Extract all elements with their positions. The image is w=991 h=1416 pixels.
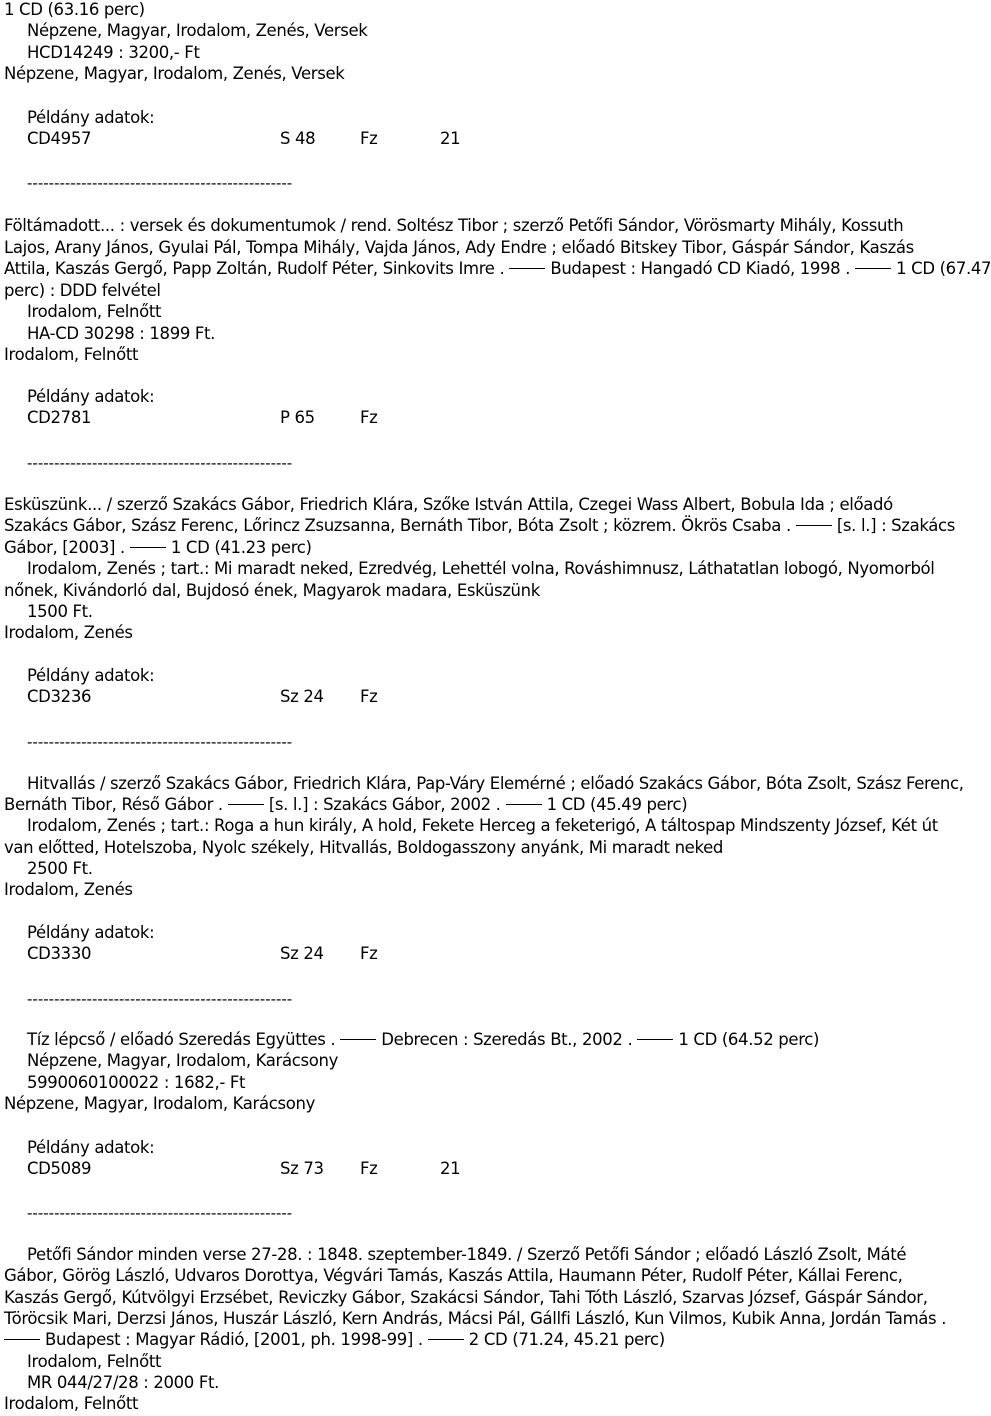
copy-location: P 65 [280, 408, 315, 427]
record-price: 5990060100022 : 1682,- Ft [27, 1073, 246, 1092]
record-subject: Népzene, Magyar, Irodalom, Zenés, Versek [27, 21, 368, 40]
description-text: Attila, Kaszás Gergő, Papp Zoltán, Rudolf Péter, Sinkovits Imre . [4, 259, 505, 278]
record-description-line: Hitvallás / szerző Szakács Gábor, Friedrich Klára, Pap-Váry Elemérné ; előadó Szakács Gábor, Bóta Zsolt, Szász Ferenc, [27, 774, 964, 793]
record-subject-repeat: Irodalom, Zenés [4, 880, 133, 899]
record-description-line [4, 537, 312, 559]
publication: Budapest : Hangadó CD Kiadó, 1998 . [550, 259, 851, 278]
record-separator: ------------------------------------------------- [27, 174, 293, 192]
record-description-line [4, 515, 955, 537]
record-price: HA-CD 30298 : 1899 Ft. [27, 324, 216, 343]
record-description-line: Esküszünk... / szerző Szakács Gábor, Friedrich Klára, Szőke István Attila, Czegei Wass Albert, Bobula Ida ; előadó [4, 495, 893, 514]
copy-call-number: CD3330 [27, 944, 92, 963]
record-description-line: Petőfi Sándor minden verse 27-28. : 1848. szeptember-1849. / Szerző Petőfi Sándor ; előadó László Zsolt, Máté [27, 1245, 907, 1264]
em-dash [637, 1039, 673, 1040]
record-subject: Irodalom, Felnőtt [27, 302, 162, 321]
extent: 1 CD (41.23 perc) [170, 538, 312, 557]
record-extent: 1 CD (63.16 perc) [4, 0, 145, 19]
record-contents-line: Irodalom, Zenés ; tart.: Roga a hun király, A hold, Fekete Herceg a feketerigó, A táltospap Mindszenty József, Két út [27, 816, 938, 835]
record-contents-line: nőnek, Kivándorló dal, Bujdosó ének, Magyarok madara, Esküszünk [4, 581, 540, 600]
publication: [s. l.] : Szakács [836, 516, 956, 535]
record-description-line [27, 1029, 819, 1051]
record-separator: ------------------------------------------------- [27, 1204, 293, 1222]
record-description-line: Gábor, Görög László, Udvaros Dorottya, Végvári Tamás, Kaszás Attila, Haumann Péter, Rudolf Péter, Kállai Ferenc, [4, 1266, 903, 1285]
record-subject: Irodalom, Felnőtt [27, 1352, 162, 1371]
copy-call-number: CD2781 [27, 408, 92, 427]
copy-status: Fz [360, 944, 378, 963]
record-description-line [4, 258, 991, 280]
description-text: Gábor, [2003] . [4, 538, 125, 557]
extent: 2 CD (71.24, 45.21 perc) [468, 1330, 665, 1349]
copy-data-label: Példány adatok: [27, 923, 155, 942]
publication: Budapest : Magyar Rádió, [2001, ph. 1998-99] . [45, 1330, 423, 1349]
record-price: 1500 Ft. [27, 602, 93, 621]
copy-location: Sz 73 [280, 1159, 324, 1178]
copy-count: 21 [440, 1159, 461, 1178]
record-description-line: Föltámadott... : versek és dokumentumok / rend. Soltész Tibor ; szerző Petőfi Sándor, Vörösmarty Mihály, Kossuth [4, 216, 904, 235]
em-dash [4, 1339, 40, 1340]
extent: 1 CD (67.47 [896, 259, 991, 278]
record-description-line: Töröcsik Mari, Derzsi János, Huszár László, Kern András, Mácsi Pál, Gállfi László, Kun Vilmos, Kubik Anna, Jordán Tamás . [4, 1309, 947, 1328]
record-subject-repeat: Népzene, Magyar, Irodalom, Karácsony [4, 1094, 315, 1113]
record-subject: Népzene, Magyar, Irodalom, Karácsony [27, 1051, 338, 1070]
record-separator: ------------------------------------------------- [27, 990, 293, 1008]
copy-call-number: CD5089 [27, 1159, 92, 1178]
description-text: Szakács Gábor, Szász Ferenc, Lőrincz Zsuzsanna, Bernáth Tibor, Bóta Zsolt ; közrem. Ökrös Csaba . [4, 516, 791, 535]
record-description-line [4, 1329, 665, 1351]
description-text: Bernáth Tibor, Réső Gábor . [4, 795, 223, 814]
record-separator: ------------------------------------------------- [27, 454, 293, 472]
em-dash [428, 1339, 464, 1340]
em-dash [506, 804, 542, 805]
em-dash [796, 525, 832, 526]
copy-location: Sz 24 [280, 687, 324, 706]
copy-data-label: Példány adatok: [27, 666, 155, 685]
record-description-line: Lajos, Arany János, Gyulai Pál, Tompa Mihály, Vajda János, Ady Endre ; előadó Bitskey Tibor, Gáspár Sándor, Kaszás [4, 238, 914, 257]
record-extent-cont: perc) : DDD felvétel [4, 281, 161, 300]
description-text: Tíz lépcső / előadó Szeredás Együttes . [27, 1030, 336, 1049]
copy-status: Fz [360, 408, 378, 427]
copy-call-number: CD3236 [27, 687, 92, 706]
copy-status: Fz [360, 687, 378, 706]
copy-count: 21 [440, 129, 461, 148]
em-dash [855, 268, 891, 269]
record-price: MR 044/27/28 : 2000 Ft. [27, 1373, 219, 1392]
copy-status: Fz [360, 129, 378, 148]
extent: 1 CD (45.49 perc) [546, 795, 688, 814]
copy-status: Fz [360, 1159, 378, 1178]
publication: Debrecen : Szeredás Bt., 2002 . [381, 1030, 633, 1049]
em-dash [340, 1039, 376, 1040]
em-dash [228, 804, 264, 805]
em-dash [509, 268, 545, 269]
record-subject-repeat: Népzene, Magyar, Irodalom, Zenés, Versek [4, 64, 345, 83]
record-price: 2500 Ft. [27, 859, 93, 878]
record-price: HCD14249 : 3200,- Ft [27, 43, 200, 62]
copy-data-label: Példány adatok: [27, 387, 155, 406]
copy-location: S 48 [280, 129, 316, 148]
record-contents-line: Irodalom, Zenés ; tart.: Mi maradt neked, Ezredvég, Lehettél volna, Rováshimnusz, Láthatatlan lobogó, Nyomorból [27, 559, 935, 578]
record-contents-line: van előtted, Hotelszoba, Nyolc székely, Hitvallás, Boldogasszony anyánk, Mi maradt neked [4, 838, 724, 857]
record-subject-repeat: Irodalom, Felnőtt [4, 345, 139, 364]
record-subject-repeat: Irodalom, Zenés [4, 623, 133, 642]
copy-location: Sz 24 [280, 944, 324, 963]
copy-data-label: Példány adatok: [27, 108, 155, 127]
record-description-line: Kaszás Gergő, Kútvölgyi Erzsébet, Reviczky Gábor, Szakácsi Sándor, Tahi Tóth László, Szarvas József, Gáspár Sándor, [4, 1288, 928, 1307]
record-description-line [4, 794, 687, 816]
publication: [s. l.] : Szakács Gábor, 2002 . [268, 795, 501, 814]
extent: 1 CD (64.52 perc) [678, 1030, 820, 1049]
record-subject-repeat: Irodalom, Felnőtt [4, 1394, 139, 1413]
em-dash [130, 547, 166, 548]
copy-call-number: CD4957 [27, 129, 92, 148]
record-separator: ------------------------------------------------- [27, 733, 293, 751]
copy-data-label: Példány adatok: [27, 1138, 155, 1157]
